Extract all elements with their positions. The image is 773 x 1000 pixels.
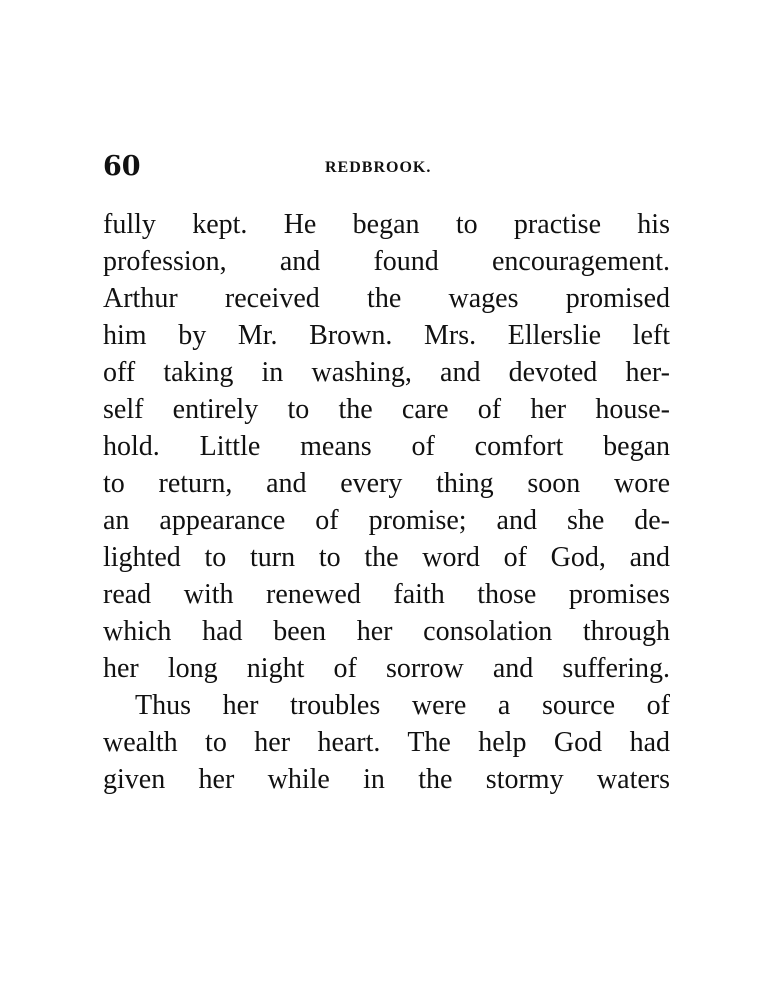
- text-line: to return, and every thing soon wore: [103, 468, 670, 499]
- running-head: [103, 150, 673, 184]
- text-line: given her while in the stormy waters: [103, 764, 670, 795]
- text-line: an appearance of promise; and she de-: [103, 505, 670, 536]
- running-title: REDBROOK.: [325, 159, 432, 176]
- text-line: Arthur received the wages promised: [103, 283, 670, 314]
- text-line: lighted to turn to the word of God, and: [103, 542, 670, 573]
- body-text: [103, 206, 670, 798]
- text-line: Thus her troubles were a source of: [135, 690, 670, 721]
- text-line: her long night of sorrow and suffering.: [103, 653, 670, 684]
- text-line: fully kept. He began to practise his: [103, 209, 670, 240]
- text-line: self entirely to the care of her house-: [103, 394, 670, 425]
- text-line: him by Mr. Brown. Mrs. Ellerslie left: [103, 320, 670, 351]
- text-line: wealth to her heart. The help God had: [103, 727, 670, 758]
- text-line: read with renewed faith those promises: [103, 579, 670, 610]
- text-line: hold. Little means of comfort began: [103, 431, 670, 462]
- text-line: profession, and found encouragement.: [103, 246, 670, 277]
- page-number: 60: [103, 151, 141, 182]
- text-line: which had been her consolation through: [103, 616, 670, 647]
- text-line: off taking in washing, and devoted her-: [103, 357, 670, 388]
